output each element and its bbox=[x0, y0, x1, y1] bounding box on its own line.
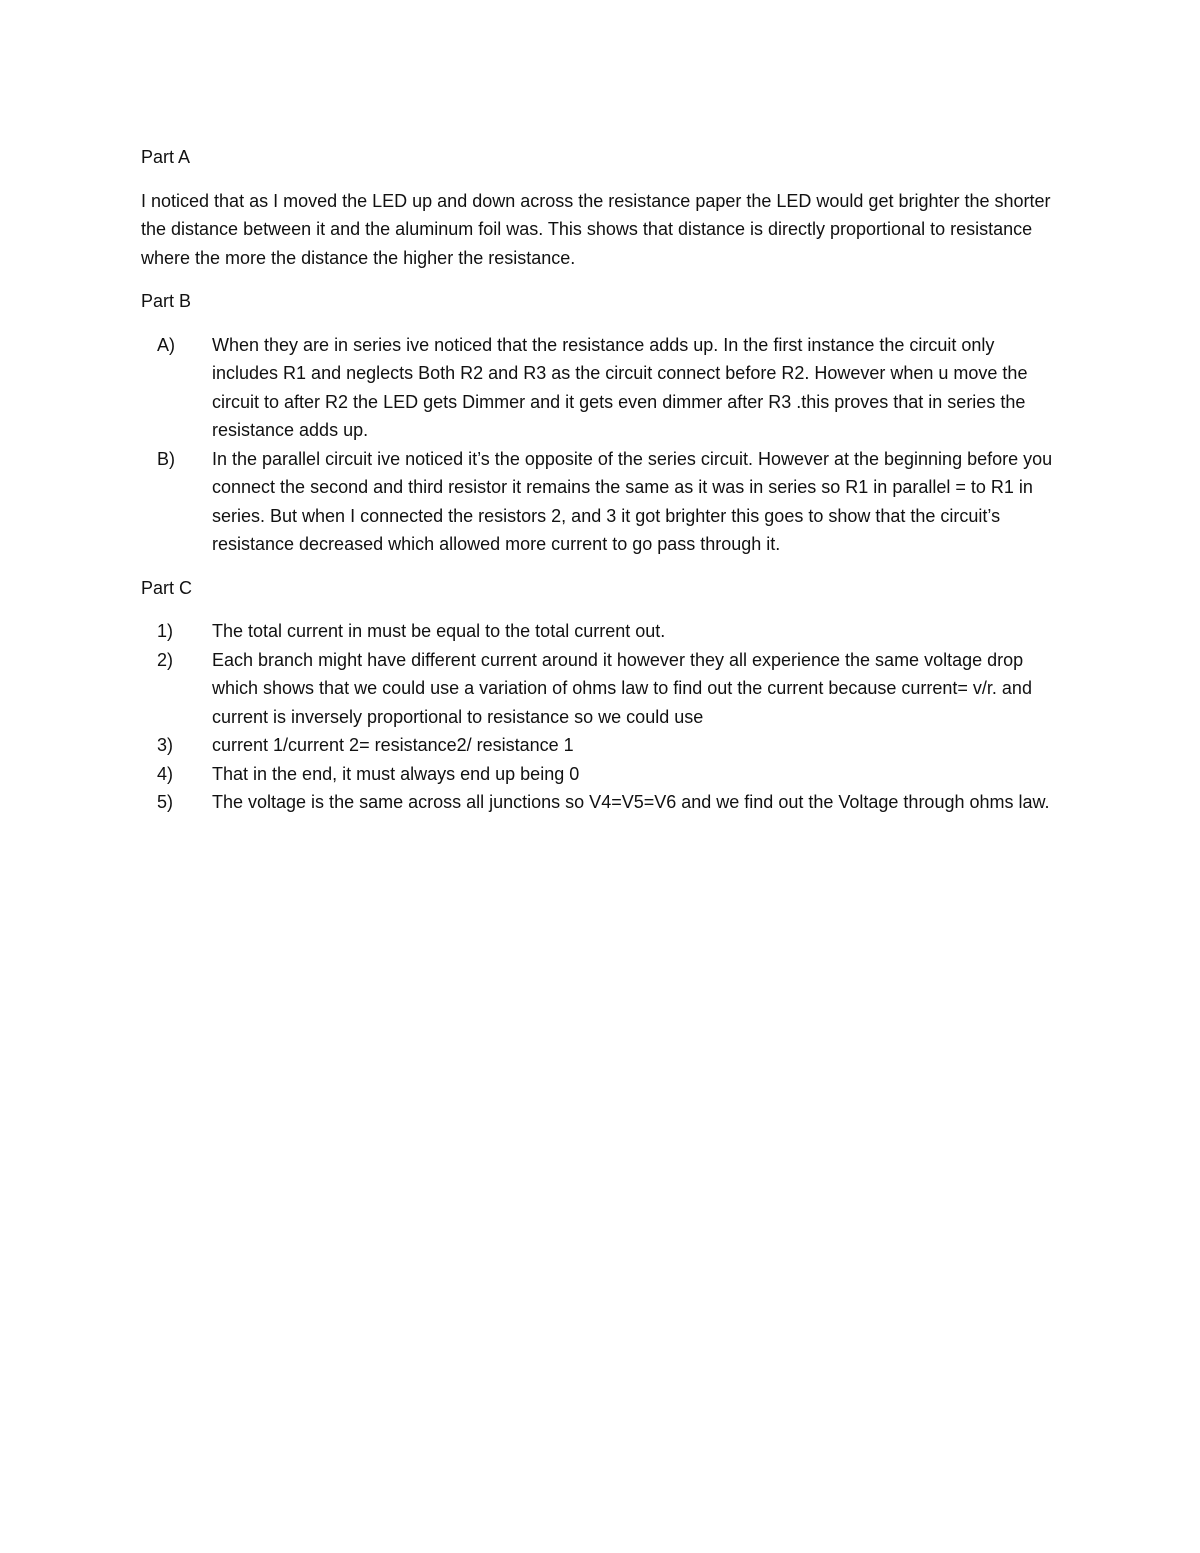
list-item-text: current 1/current 2= resistance2/ resistance 1 bbox=[212, 735, 574, 755]
list-item bbox=[141, 760, 1061, 789]
list-marker: 3) bbox=[157, 735, 174, 755]
list-marker: A) bbox=[157, 334, 175, 355]
list-item-text: The total current in must be equal to the total current out. bbox=[212, 621, 666, 641]
part-b-list bbox=[141, 331, 1061, 559]
list-item bbox=[141, 617, 1061, 646]
list-marker: 4) bbox=[157, 763, 174, 784]
part-c-heading: Part C bbox=[141, 577, 193, 598]
list-item-text: In the parallel circuit ive noticed it’s the opposite of the series circuit. However at the beginning before you connect the second and third resistor it remains the same as it was in series so R1 in parallel = to R1 in series. But when I connected the resistors 2, and 3 it got brighter this goes to show that the circuit’s resistance decreased which allowed more current to go pass through it. bbox=[212, 448, 1053, 554]
list-marker: B) bbox=[157, 448, 175, 469]
list-item-text: When they are in series ive noticed that the resistance adds up. In the first instance the circuit only includes R1 and neglects Both R2 and R3 as the circuit connect before R2. However when u move the circuit to after R2 the LED gets Dimmer and it gets even dimmer after R3 .this proves that in series the resistance adds up. bbox=[212, 334, 1028, 440]
list-item bbox=[141, 788, 1061, 817]
part-a-paragraph: I noticed that as I moved the LED up and down across the resistance paper the LED would get brighter the shorter the distance between it and the aluminum foil was. This shows that distance is directly proportional to resistance where the more the distance the higher the resistance. bbox=[141, 190, 1051, 268]
list-item bbox=[141, 731, 1061, 760]
list-item-text: That in the end, it must always end up being 0 bbox=[212, 763, 580, 784]
list-marker: 1) bbox=[157, 621, 174, 641]
list-marker: 2) bbox=[157, 649, 174, 670]
part-c-list bbox=[141, 617, 1061, 817]
list-item bbox=[141, 331, 1061, 445]
list-marker: 5) bbox=[157, 792, 174, 812]
part-a-heading: Part A bbox=[141, 147, 191, 167]
list-item-text: The voltage is the same across all junctions so V4=V5=V6 and we find out the Voltage through ohms law. bbox=[212, 792, 1050, 812]
list-item bbox=[141, 445, 1061, 559]
document-page bbox=[141, 143, 1061, 832]
part-b-heading: Part B bbox=[141, 291, 192, 311]
list-item bbox=[141, 646, 1061, 732]
list-item-text: Each branch might have different current around it however they all experience the same voltage drop which shows that we could use a variation of ohms law to find out the current because current= v/r. and current is inversely proportional to resistance so we could use bbox=[212, 649, 1032, 727]
